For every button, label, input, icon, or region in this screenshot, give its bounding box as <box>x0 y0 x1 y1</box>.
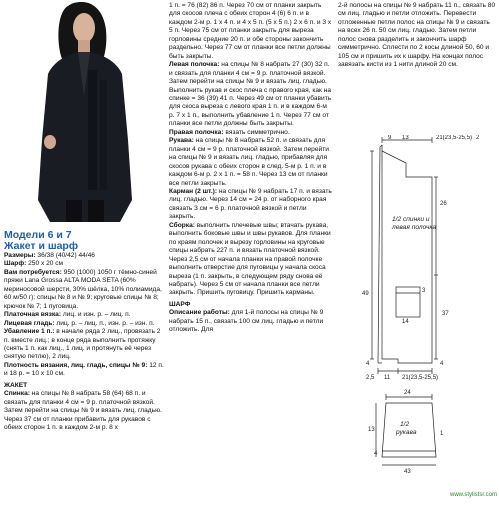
instr-paragraph <box>169 222 333 298</box>
spec-paragraph <box>4 269 166 311</box>
pattern-schematic <box>336 135 499 500</box>
instr-paragraph <box>169 2 333 61</box>
dim-bottom-a: 2,5 <box>366 375 375 381</box>
instr-paragraph <box>169 188 333 222</box>
dim-sleeve-b: 43 <box>404 469 411 475</box>
instr-label: Карман (2 шт.): <box>169 187 218 195</box>
dim-bottom-b: 11 <box>384 375 391 381</box>
specifications <box>4 252 166 379</box>
label-sleeve-2: рукава <box>396 429 417 436</box>
dim-sleeve-side: 1 <box>440 431 444 437</box>
instr-paragraph <box>169 137 333 188</box>
dim-right-b: 37 <box>442 311 449 317</box>
instr-label: Левая полочка: <box>169 61 220 69</box>
spec-paragraph <box>4 320 166 328</box>
middle-column <box>169 2 333 335</box>
spec-label: Платочная вязка: <box>4 311 62 319</box>
dim-top-d: 2 <box>476 135 480 141</box>
left-column <box>4 0 166 433</box>
dim-pocket-h: 3 <box>422 288 426 294</box>
back-label: Спинка: <box>4 390 30 398</box>
spec-paragraph <box>4 362 166 379</box>
spec-paragraph <box>4 311 166 319</box>
jacket-instructions <box>169 2 333 298</box>
section-header-scarf: ШАРФ <box>169 300 191 308</box>
right-column <box>338 2 496 70</box>
section-header-jacket: ЖАКЕТ <box>4 381 28 389</box>
spec-label: Шарф: <box>4 260 27 268</box>
dim-left-a: 49 <box>362 291 369 297</box>
watermark: www.stylistsr.com <box>449 492 497 498</box>
model-title: Модели 6 и 7 Жакет и шарф <box>4 229 79 252</box>
model-photo <box>30 0 140 222</box>
dim-pocket-w: 14 <box>402 319 409 325</box>
spec-paragraph <box>4 260 166 268</box>
instr-text: на спицы № 9 набрать 17 п. и вязать лиц. гладью. Через 14 см = 24 р. от наборного края связать 3 см = 6 р. платочной вязкой и петли закрыть. <box>169 187 332 221</box>
dim-top-c: 21(23,5-25,5) <box>436 135 473 141</box>
spec-label: Вам потребуется: <box>4 268 62 276</box>
dim-left-b: 4 <box>366 361 370 367</box>
scarf-text: для 1-й полосы на спицы № 9 набрать 15 п., связать 100 см лиц. гладью и петли отложить. Для <box>169 309 324 334</box>
scarf-cont-text: 2-й полосы на спицы № 9 набрать 11 п., связать 80 см лиц. гладью и петли отложить. Перевести отложенные петли полос на спицы № 9 и связать на всех 26 п. 50 см лиц. гладью. Затем петли полос снова разделить и закончить шарф симметрично. Сплести по 2 косы длиной 50, 60 и 105 см и пришить их к шарфу. На концах полос завязать кисти из 1 нити длиной 20 см. <box>338 2 496 69</box>
dim-bottom-c: 21(23,5-25,5) <box>402 375 439 381</box>
instr-text: выполнить плечевые швы; втачать рукава, выполнить боковые швы и швы рукавов. Для планки по краям полочек и вырезу горловины на круговые спицы набрать 227 п. и вязать платочной вязкой. Через 2,5 см от начала планки на правой полочке выполнить отверстие для пуговицы у начала скоса выреза (1 п. закрыть, в следующем ряду снова её набрать). Через 5 см от начала планки все петли закрыть. Пришить пуговицу. Пришить карманы. <box>169 221 331 297</box>
spec-text: 250 х 20 см <box>26 260 64 268</box>
instr-label: Рукава: <box>169 137 194 145</box>
dim-right-a: 26 <box>440 201 447 207</box>
dim-right-c: 4 <box>440 361 444 367</box>
spec-text: 12 п. и 18 р. = 10 х 10 см. <box>4 361 164 378</box>
dim-sleeve-h: 13 <box>368 427 375 433</box>
back-text: на спицы № 8 набрать 58 (64) 68 п. и связать для планки 4 см = 9 р. платочной вязкой. Затем перейти на спицы № 9 и вязать лиц. гладью. Через 37 см от планки прибавить для рукавов с обеих сторон 1 п. в каждом 2-м р. 8 х <box>4 390 162 432</box>
dim-top-b: 13 <box>402 135 409 141</box>
back-instructions <box>4 390 166 432</box>
scarf-instructions <box>169 309 333 334</box>
spec-paragraph <box>4 328 166 362</box>
spec-text: в начале ряда 2 лиц., провязать 2 п. вместе лиц.; в конце ряда выполнить протяжку (снять 1 п. как лиц., 1 лиц. и протянуть её через снятую петлю), 2 лиц. <box>4 328 161 361</box>
label-back-1: 1/2 спинки и <box>392 216 430 223</box>
label-back-2: левая полочка <box>392 224 437 231</box>
spec-text: 950 (1000) 1050 г тёмно-синей пряжи Lana Grossa ALTA MODA SETA (60% мериносовой шерсти, 30% шёлка, 10% полиамида, 60 м/50 г); спицы № 8 и № 9; круговые спицы № 8; крючок № 7; 1 пуговица. <box>4 268 162 310</box>
spec-label: Лицевая гладь: <box>4 319 55 327</box>
spec-label: Плотность вязания, лиц. гладь, спицы № 9: <box>4 361 148 369</box>
scarf-continued <box>338 2 496 70</box>
spec-label: Убавление 1 п.: <box>4 328 55 336</box>
dim-sleeve-bottom: 4 <box>374 451 378 457</box>
instr-text: 1 п. = 76 (82) 86 п. Через 70 см от планки закрыть для скосов плеча с обеих сторон 4 (6) 6 п. и в каждом 2-м р. 1 х 4 п. и 4 х 5 п. (5 х 5 п.) 2 х 6 п. и 3 х 5 п. Через 75 см от планки закрыть для выреза горловины средние 20 п. и обе стороны закончить раздельно. Через 77 см от планки все петли должны быть закрыты. <box>169 2 332 60</box>
instr-paragraph <box>169 61 333 129</box>
dim-top-a: 9 <box>388 135 392 141</box>
spec-text: 36/38 (40/42) 44/46 <box>35 252 95 259</box>
scarf-cont-paragraph <box>338 2 496 70</box>
spec-label: Размеры: <box>4 252 36 259</box>
label-sleeve-1: 1/2 <box>400 421 410 428</box>
instr-label: Сборка: <box>169 221 195 229</box>
dim-sleeve-w: 24 <box>404 390 411 396</box>
spec-text: лиц. р. – лиц. п., изн. р. – изн. п. <box>54 319 155 327</box>
instr-text: на спицы № 8 набрать 52 п. и связать для планки 4 см = 9 р. платочной вязкой. Затем перейти на спицы № 9 и вязать лиц. гладью, прибавляя для скосов рукава с обеих сторон в след. 5-м р. 1 п. и в каждом 6-м р. 2 х 1 п. = 58 п. Через 13 см от планки все петли закрыть. <box>169 137 329 187</box>
instr-paragraph <box>169 129 333 137</box>
scarf-label: Описание работы: <box>169 309 230 317</box>
instr-text: вязать симметрично. <box>223 128 290 136</box>
model-photo-image <box>30 0 140 222</box>
instr-label: Правая полочка: <box>169 128 224 136</box>
instr-text: на спицы № 8 набрать 27 (30) 32 п. и связать для планки 4 см = 9 р. платочной вязкой. Затем перейти на спицы № 9 и вязать лиц. гладью. Выполнить рукав и скос плеча с правого края, как на спинке = 36 (39) 41 п. Через 49 см от планки убавить для скоса выреза с левого края 1 п. и в каждом 6-м р. 7 х 1 п., выполнить убавление 1 п. Через 77 см от планки все петли должны быть закрыты. <box>169 61 332 128</box>
spec-text: лиц. и изн. р. – лиц. п. <box>61 311 131 319</box>
spec-paragraph <box>4 252 166 260</box>
